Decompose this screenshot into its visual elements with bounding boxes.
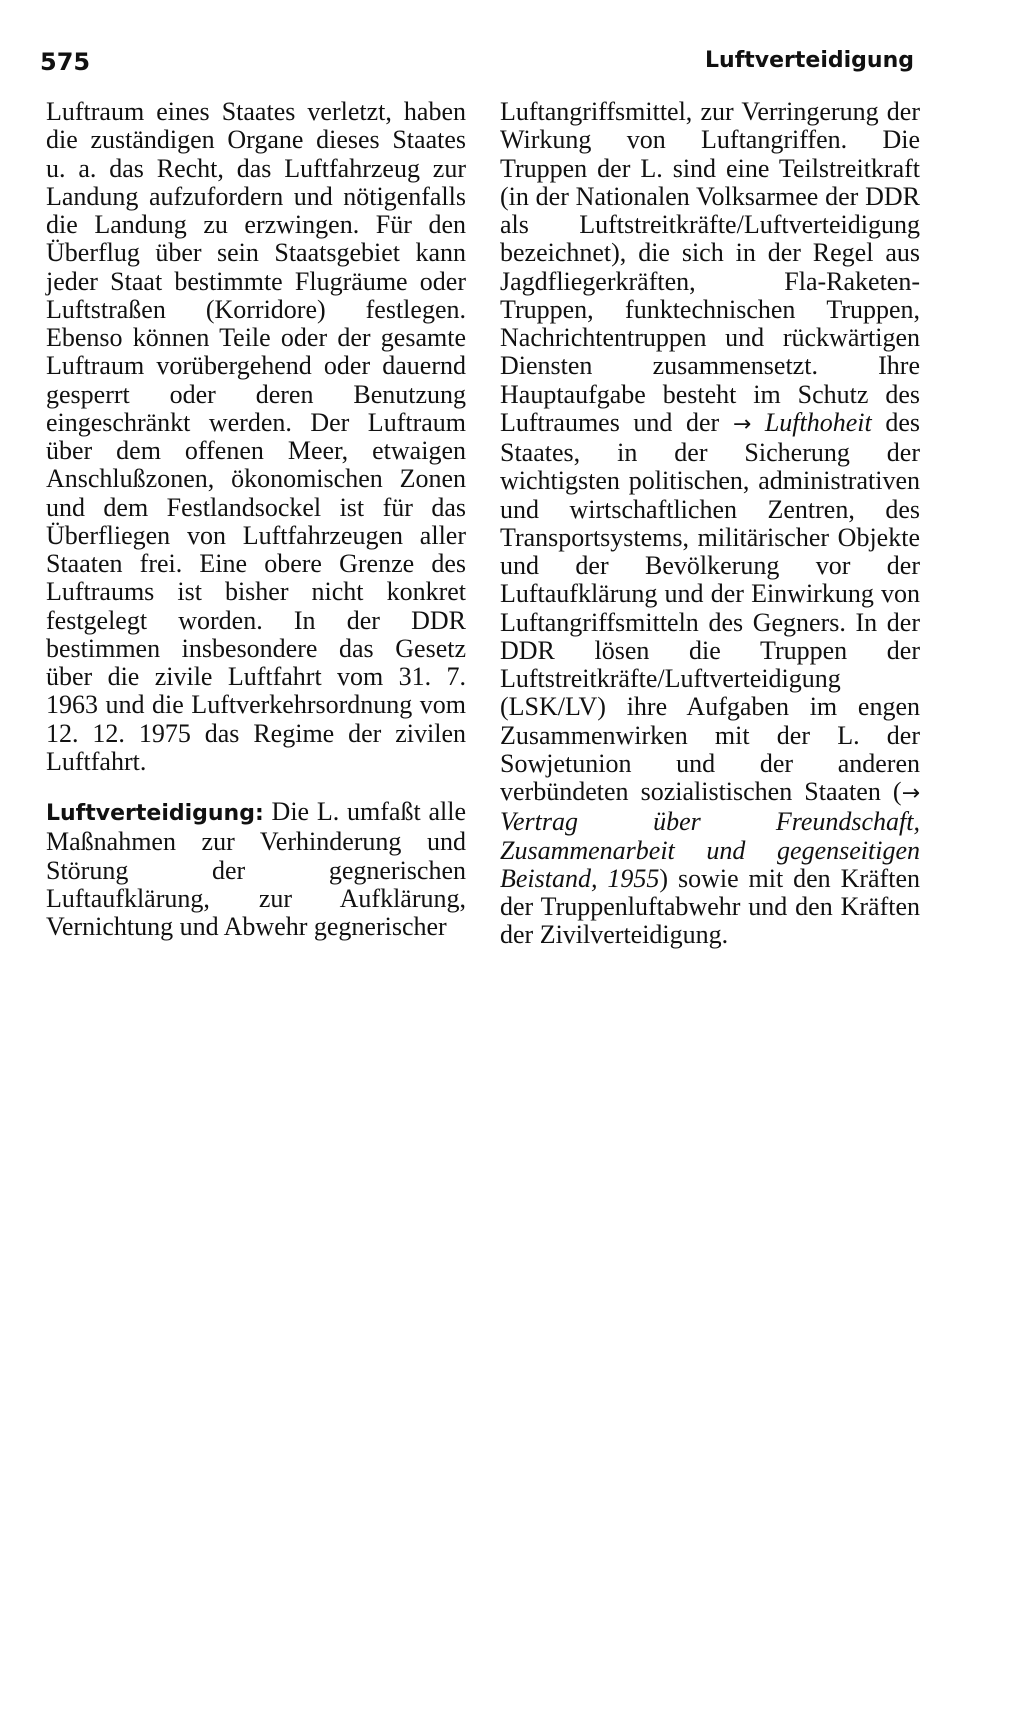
page-number: 575	[40, 48, 91, 76]
cross-reference-vertrag[interactable]: Vertrag über Freundschaft, Zusammenarbeit und gegenseitigen Beistand, 1955	[500, 807, 920, 893]
continuation-paragraph: Luftraum eines Staates verletzt, haben die zuständigen Organe dieses Staates u. a. das Recht, das Luftfahrzeug zur Landung aufzufordern und nötigenfalls die Landung zu erzwingen. Für den Überflug über sein Staatsgebiet kann jeder Staat bestimmte Flugräume oder Luftstraßen (Korridore) festlegen. Ebenso können Teile oder der gesamte Luftraum vorübergehend oder dauernd gesperrt oder deren Benutzung eingeschränkt werden. Der Luftraum über dem offenen Meer, etwaigen Anschlußzonen, ökonomischen Zonen und dem Festlandsockel ist für das Überfliegen von Luftfahrzeugen aller Staaten frei. Eine obere Grenze des Luftraums ist bisher nicht konkret festgelegt worden. In der DDR bestimmen insbesondere das Gesetz über die zivile Luftfahrt vom 31. 7. 1963 und die Luftverkehrsordnung vom 12. 12. 1975 das Regime der zivilen Luftfahrt.	[46, 97, 466, 776]
left-column	[46, 98, 466, 941]
cross-reference-arrow-icon: →	[732, 411, 752, 437]
entry-text: Die L. umfaßt alle Maßnahmen zur Verhinderung und Störung der gegnerischen Luftaufklärung, zur Aufklärung, Vernichtung und Abwehr gegnerischer	[46, 797, 466, 941]
body-text-2: des Staates, in der Sicherung der wichtigsten politischen, administrativen und wirtschaftlichen Zentren, des Transportsystems, militärischer Objekte und der Bevölkerung vor der Luftaufklärung und der Einwirkung von Luftangriffsmitteln des Gegners. In der DDR lösen die Truppen der Luftstreitkräfte/Luftverteidigung (LSK/LV) ihre Aufgaben im engen Zusammenwirken mit der L. der Sowjetunion und der anderen verbündeten sozialistischen Staaten (	[500, 407, 920, 806]
entry-headword: Luftverteidigung:	[46, 801, 264, 826]
cross-reference-lufthoheit[interactable]: Lufthoheit	[764, 407, 872, 437]
running-head: Luftverteidigung	[705, 48, 914, 73]
entry-continuation-paragraph	[500, 98, 920, 950]
entry-paragraph	[46, 798, 466, 941]
right-column	[500, 98, 920, 950]
body-text-3: ) sowie mit den Kräften der Truppenluftabwehr und den Kräften der Zivilverteidigung.	[500, 863, 920, 950]
body-text-1: Luftangriffsmittel, zur Verringerung der Wirkung von Luftangriffen. Die Truppen der L. sind eine Teilstreitkraft (in der Nationalen Volksarmee der DDR als Luftstreitkräfte/Luftverteidigung bezeichnet), die sich in der Regel aus Jagdfliegerkräften, Fla-Raketen-Truppen, funktechnischen Truppen, Nachrichtentruppen und rückwärtigen Diensten zusammensetzt. Ihre Hauptaufgabe besteht im Schutz des Luftraumes und der	[500, 97, 920, 437]
cross-reference-arrow-icon: →	[901, 781, 920, 806]
